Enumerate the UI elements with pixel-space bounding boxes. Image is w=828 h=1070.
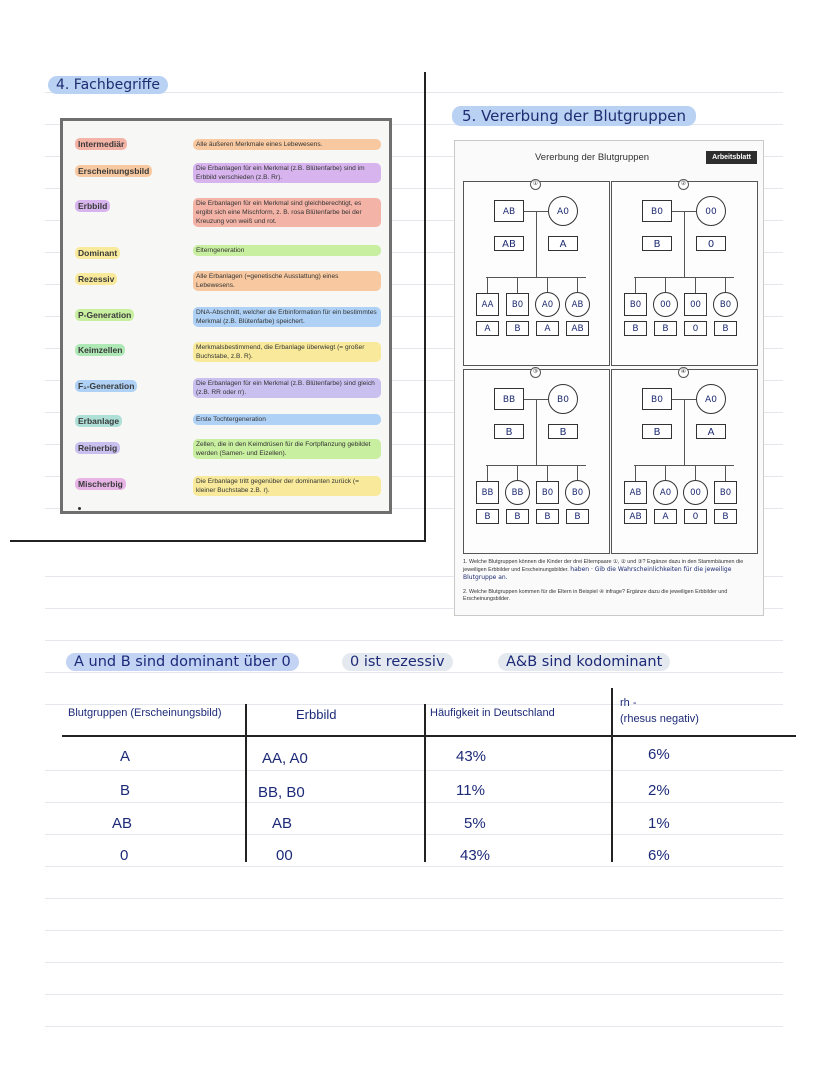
father-genotype-square: B0 xyxy=(642,388,672,410)
mother-bloodgroup-box: A xyxy=(548,236,578,251)
panel-number: ② xyxy=(678,179,689,190)
pedigree-line xyxy=(517,277,518,293)
mother-bloodgroup-box: 0 xyxy=(696,236,726,251)
glossary-term: Erbbild xyxy=(75,200,110,212)
panel-number: ④ xyxy=(678,367,689,378)
pedigree-line xyxy=(665,465,666,481)
pedigree-line xyxy=(684,399,685,465)
child-genotype-circle: BB xyxy=(505,480,530,505)
cell-group: AB xyxy=(112,815,133,832)
pedigree-line xyxy=(547,465,548,481)
pedigree-panel xyxy=(611,181,758,366)
glossary-definition: Alle Erbanlagen (=genetische Ausstattung) eines Lebewesens. xyxy=(193,271,381,291)
father-genotype-square: AB xyxy=(494,200,524,222)
child-genotype-circle: A0 xyxy=(653,480,678,505)
child-bloodgroup-box: B xyxy=(536,509,559,524)
cell-frequency: 43% xyxy=(460,847,491,864)
child-genotype-square: 00 xyxy=(684,293,707,316)
pedigree-line xyxy=(684,211,685,277)
pedigree-line xyxy=(517,465,518,481)
header-frequency: Häufigkeit in Deutschland xyxy=(430,707,555,719)
father-bloodgroup-box: B xyxy=(642,424,672,439)
header-rh: rh - xyxy=(620,697,637,709)
pedigree-panel xyxy=(463,369,610,554)
page-rule xyxy=(45,770,783,771)
section-4-title: 4. Fachbegriffe xyxy=(48,76,168,94)
pedigree-line xyxy=(665,277,666,293)
page-rule xyxy=(45,834,783,835)
mother-genotype-circle: 00 xyxy=(696,196,726,226)
child-genotype-square: B0 xyxy=(506,293,529,316)
child-genotype-square: B0 xyxy=(624,293,647,316)
glossary-definition: Merkmalsbestimmend, die Erbanlage überwiegt (= großer Buchstabe, z.B. R). xyxy=(193,342,381,362)
pedigree-line xyxy=(577,465,578,481)
pedigree-line xyxy=(725,465,726,481)
glossary-definition: Zellen, die in den Keimdrüsen für die Fortpflanzung gebildet werden (Samen- und Eizellen). xyxy=(193,439,381,459)
father-genotype-square: B0 xyxy=(642,200,672,222)
pedigree-line xyxy=(536,211,537,277)
child-genotype-square: B0 xyxy=(714,481,737,504)
child-bloodgroup-box: A xyxy=(476,321,499,336)
child-bloodgroup-box: AB xyxy=(566,321,589,336)
worksheet-badge: Arbeitsblatt xyxy=(706,151,757,164)
child-genotype-square: B0 xyxy=(536,481,559,504)
child-bloodgroup-box: B xyxy=(714,509,737,524)
child-bloodgroup-box: 0 xyxy=(684,321,707,336)
page-rule xyxy=(45,802,783,803)
glossary-term: Mischerbig xyxy=(75,478,126,490)
pedigree-line xyxy=(634,465,734,466)
bullet-dot xyxy=(78,507,81,510)
glossary-term: P-Generation xyxy=(75,309,134,321)
cell-genotype: AB xyxy=(272,815,293,832)
mother-genotype-circle: A0 xyxy=(548,196,578,226)
glossary-term: Reinerbig xyxy=(75,442,120,454)
glossary-definition: Die Erbanlagen für ein Merkmal (z.B. Blütenfarbe) sind gleich (z.B. RR oder rr). xyxy=(193,378,381,398)
glossary-definition: Die Erbanlage tritt gegenüber der dominanten zurück (= kleiner Buchstabe z.B. r). xyxy=(193,476,381,496)
page-rule xyxy=(45,704,783,705)
cell-rh: 6% xyxy=(648,746,670,763)
child-genotype-square: BB xyxy=(476,481,499,504)
column-separator xyxy=(611,688,613,862)
father-bloodgroup-box: B xyxy=(642,236,672,251)
cell-genotype: BB, B0 xyxy=(258,784,305,801)
child-bloodgroup-box: A xyxy=(654,509,677,524)
mother-bloodgroup-box: B xyxy=(548,424,578,439)
rule-recessive: 0 ist rezessiv xyxy=(342,653,453,671)
glossary-definition: Elterngeneration xyxy=(193,245,381,256)
child-bloodgroup-box: 0 xyxy=(684,509,707,524)
glossary-worksheet xyxy=(60,118,392,514)
child-bloodgroup-box: B xyxy=(566,509,589,524)
cell-genotype: AA, A0 xyxy=(262,750,308,767)
glossary-term: Erbanlage xyxy=(75,415,122,427)
pedigree-line xyxy=(487,277,488,293)
cell-group: A xyxy=(120,748,131,765)
section-5-title: 5. Vererbung der Blutgruppen xyxy=(452,106,696,126)
glossary-term: F₁-Generation xyxy=(75,380,137,392)
child-bloodgroup-box: AB xyxy=(624,509,647,524)
glossary-term: Dominant xyxy=(75,247,120,259)
page-rule xyxy=(45,640,783,641)
child-genotype-circle: AB xyxy=(565,292,590,317)
mother-bloodgroup-box: A xyxy=(696,424,726,439)
cell-group: 0 xyxy=(120,847,129,864)
panel-number: ③ xyxy=(530,367,541,378)
pedigree-line xyxy=(634,277,734,278)
header-rh-detail: (rhesus negativ) xyxy=(620,713,699,725)
mother-genotype-circle: B0 xyxy=(548,384,578,414)
child-bloodgroup-box: B xyxy=(624,321,647,336)
glossary-term: Rezessiv xyxy=(75,273,117,285)
cell-rh: 6% xyxy=(648,847,670,864)
blood-group-worksheet xyxy=(454,140,764,616)
pedigree-line xyxy=(487,465,488,481)
child-genotype-square: AB xyxy=(624,481,647,504)
cell-frequency: 43% xyxy=(456,748,487,765)
glossary-term: Keimzellen xyxy=(75,344,125,356)
cell-rh: 2% xyxy=(648,782,670,799)
cell-frequency: 11% xyxy=(456,782,485,799)
pedigree-line xyxy=(695,465,696,481)
child-genotype-circle: A0 xyxy=(535,292,560,317)
page-rule xyxy=(45,994,783,995)
task-1 xyxy=(463,559,755,582)
glossary-definition: DNA-Abschnitt, welcher die Erbinformation für ein bestimmtes Merkmal (z.B. Blütenfarbe) speichert. xyxy=(193,307,381,327)
cell-group: B xyxy=(120,782,131,799)
glossary-term: Intermediär xyxy=(75,138,127,150)
glossary-definition: Die Erbanlagen für ein Merkmal sind gleichberechtigt, es ergibt sich eine Mischform, z. B. rosa Blütenfarbe bei der Kreuzung von weiß und rot. xyxy=(193,198,381,227)
column-separator xyxy=(245,704,247,862)
father-bloodgroup-box: AB xyxy=(494,236,524,251)
column-divider xyxy=(424,72,426,542)
pedigree-line xyxy=(635,277,636,293)
child-genotype-circle: 00 xyxy=(653,292,678,317)
page-rule xyxy=(45,1026,783,1027)
child-genotype-circle: 00 xyxy=(683,480,708,505)
pedigree-line xyxy=(695,277,696,293)
glossary-definition: Erste Tochtergeneration xyxy=(193,414,381,425)
cell-frequency: 5% xyxy=(464,815,486,832)
header-genotype: Erbbild xyxy=(296,707,337,722)
cell-rh: 1% xyxy=(648,815,670,832)
section-divider xyxy=(10,540,426,542)
father-genotype-square: BB xyxy=(494,388,524,410)
task-2: 2. Welche Blutgruppen kommen für die Eltern in Beispiel ④ infrage? Ergänze dazu die jeweiligen Erbbilder und Erscheinungsbilder. xyxy=(463,589,728,602)
glossary-definition: Alle äußeren Merkmale eines Lebewesens. xyxy=(193,139,381,150)
child-genotype-circle: B0 xyxy=(713,292,738,317)
page-rule xyxy=(45,962,783,963)
pedigree-line xyxy=(486,465,586,466)
pedigree-line xyxy=(577,277,578,293)
child-genotype-square: AA xyxy=(476,293,499,316)
child-bloodgroup-box: B xyxy=(714,321,737,336)
table-header-line xyxy=(62,735,796,737)
glossary-definition: Die Erbanlagen für ein Merkmal (z.B. Blütenfarbe) sind im Erbbild verschieden (z.B. Rr). xyxy=(193,163,381,183)
rule-codominant: A&B sind kodominant xyxy=(498,653,670,671)
rule-dominant: A und B sind dominant über 0 xyxy=(66,653,299,671)
pedigree-line xyxy=(536,399,537,465)
child-bloodgroup-box: B xyxy=(506,321,529,336)
child-bloodgroup-box: B xyxy=(654,321,677,336)
task-1-text: 1. Welche Blutgruppen können die Kinder der drei Elternpaare ①, ② und ③? Ergänze dazu in den Stammbäumen die jeweiligen Erbbilder und Erscheinungsbilder. xyxy=(463,559,744,573)
child-bloodgroup-box: B xyxy=(476,509,499,524)
pedigree-panel xyxy=(611,369,758,554)
pedigree-panel xyxy=(463,181,610,366)
child-bloodgroup-box: A xyxy=(536,321,559,336)
father-bloodgroup-box: B xyxy=(494,424,524,439)
cell-genotype: 00 xyxy=(276,847,293,864)
panel-number: ① xyxy=(530,179,541,190)
pedigree-line xyxy=(635,465,636,481)
task-1-handwritten-note: haben · Gib die Wahrscheinlichkeiten für die jeweilige Blutgruppe an. xyxy=(463,566,732,581)
pedigree-line xyxy=(725,277,726,293)
page-rule xyxy=(45,672,783,673)
mother-genotype-circle: A0 xyxy=(696,384,726,414)
glossary-term: Erscheinungsbild xyxy=(75,165,152,177)
page-rule xyxy=(45,930,783,931)
child-genotype-circle: B0 xyxy=(565,480,590,505)
header-blood-group: Blutgruppen (Erscheinungsbild) xyxy=(68,707,222,719)
page-rule xyxy=(45,866,783,867)
pedigree-line xyxy=(486,277,586,278)
pedigree-line xyxy=(547,277,548,293)
worksheet-title: Vererbung der Blutgruppen xyxy=(535,152,650,163)
page-rule xyxy=(45,898,783,899)
child-bloodgroup-box: B xyxy=(506,509,529,524)
column-separator xyxy=(424,704,426,862)
